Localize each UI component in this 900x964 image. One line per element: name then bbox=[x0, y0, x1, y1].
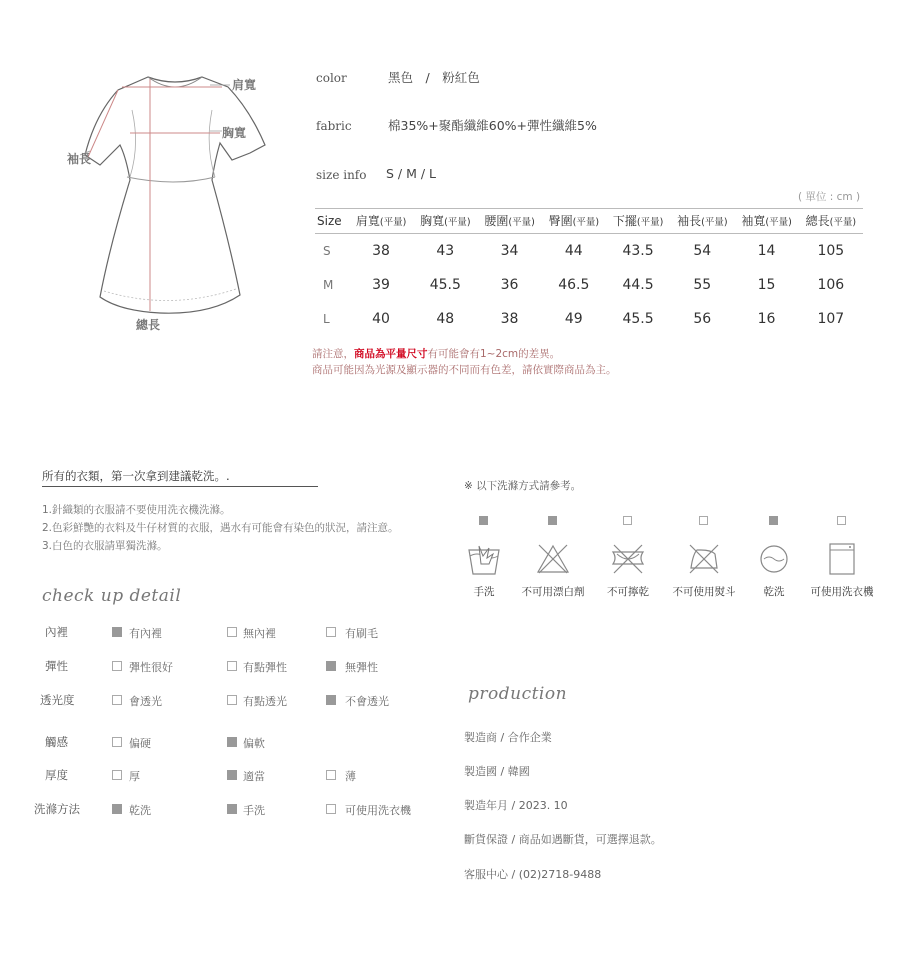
wash-icon-label: 乾洗 bbox=[763, 586, 785, 598]
dress-diagram bbox=[60, 65, 275, 325]
size-row bbox=[315, 268, 863, 302]
checkbox[interactable] bbox=[112, 695, 122, 705]
check-option-label: 手洗 bbox=[243, 804, 265, 817]
production-line: 製造商 / 合作企業 bbox=[464, 731, 552, 744]
wash-heading: 所有的衣類，第一次拿到建議乾洗。. bbox=[42, 468, 318, 487]
header-col: 袖寬(平量) bbox=[734, 209, 798, 234]
wash-checkbox[interactable] bbox=[837, 516, 846, 525]
wash-icon-label: 手洗 bbox=[473, 586, 495, 598]
color-key: color bbox=[316, 71, 347, 85]
check-row-label: 透光度 bbox=[40, 693, 75, 707]
no-wring-icon bbox=[611, 542, 645, 576]
size-table bbox=[315, 208, 863, 336]
checkbox[interactable] bbox=[326, 770, 336, 780]
fabric-key: fabric bbox=[316, 119, 352, 133]
unit-note: ( 單位 : cm ) bbox=[798, 191, 861, 203]
total-length-label: 總長 bbox=[136, 318, 161, 332]
check-row-label: 洗滌方法 bbox=[34, 802, 80, 816]
hand-wash-icon bbox=[467, 542, 501, 576]
checkbox[interactable] bbox=[326, 804, 336, 814]
wash-icons-note: ※ 以下洗滌方式請參考。 bbox=[464, 480, 582, 492]
size-row bbox=[315, 302, 863, 336]
sleeve-length-label: 袖長 bbox=[67, 152, 92, 166]
check-option-label: 適當 bbox=[243, 770, 265, 783]
checkbox[interactable] bbox=[227, 627, 237, 637]
measurement-cell: 44 bbox=[564, 243, 583, 259]
header-col: 臀圍(平量) bbox=[542, 209, 606, 234]
production-line: 斷貨保證 / 商品如遇斷貨，可選擇退款。 bbox=[464, 833, 662, 846]
color-value: 黑色 / 粉紅色 bbox=[388, 70, 480, 85]
measurement-cell: 107 bbox=[817, 311, 845, 327]
checkbox[interactable] bbox=[112, 804, 122, 814]
measurement-cell: 36 bbox=[500, 277, 519, 293]
checkbox[interactable] bbox=[112, 770, 122, 780]
no-bleach-icon bbox=[536, 542, 570, 576]
checkbox[interactable] bbox=[112, 627, 122, 637]
measurement-cell: 48 bbox=[436, 311, 455, 327]
wash-checkbox[interactable] bbox=[699, 516, 708, 525]
check-row-label: 內裡 bbox=[45, 625, 68, 639]
check-row-label: 厚度 bbox=[45, 768, 68, 782]
measurement-cell: 105 bbox=[817, 243, 845, 259]
check-option-label: 會透光 bbox=[129, 695, 162, 708]
header-col: 胸寬(平量) bbox=[413, 209, 477, 234]
checkbox[interactable] bbox=[227, 804, 237, 814]
measurement-cell: 43.5 bbox=[622, 243, 654, 259]
wash-note-line: 3.白色的衣服請單獨洗滌。 bbox=[42, 540, 168, 552]
checkbox[interactable] bbox=[112, 737, 122, 747]
checkbox[interactable] bbox=[227, 737, 237, 747]
measurement-cell: 40 bbox=[372, 311, 390, 327]
wash-icon-label: 可使用洗衣機 bbox=[810, 586, 874, 598]
measurement-cell: 46.5 bbox=[558, 277, 590, 293]
size-info-key: size info bbox=[316, 168, 367, 182]
measurement-cell: 55 bbox=[693, 277, 712, 293]
measurement-cell: 54 bbox=[693, 243, 712, 259]
checkbox[interactable] bbox=[227, 661, 237, 671]
header-col: 袖長(平量) bbox=[670, 209, 734, 234]
header-size: Size bbox=[315, 209, 349, 234]
check-option-label: 可使用洗衣機 bbox=[345, 804, 411, 817]
chest-width-label: 胸寬 bbox=[222, 126, 247, 140]
header-col: 下擺(平量) bbox=[606, 209, 670, 234]
production-line: 客服中心 / (02)2718-9488 bbox=[464, 868, 602, 881]
wash-checkbox[interactable] bbox=[623, 516, 632, 525]
measurement-cell: 56 bbox=[693, 311, 712, 327]
check-option-label: 有刷毛 bbox=[345, 627, 378, 640]
production-line: 製造國 / 韓國 bbox=[464, 765, 530, 778]
checkbox[interactable] bbox=[326, 661, 336, 671]
check-option-label: 乾洗 bbox=[129, 804, 151, 817]
wash-checkbox[interactable] bbox=[548, 516, 557, 525]
shoulder-width-label: 肩寬 bbox=[232, 78, 257, 92]
check-option-label: 有內裡 bbox=[129, 627, 162, 640]
fabric-value: 棉35%+聚酯纖維60%+彈性纖維5% bbox=[388, 118, 597, 133]
measurement-cell: 39 bbox=[372, 277, 390, 293]
check-option-label: 無彈性 bbox=[345, 661, 378, 674]
checkbox[interactable] bbox=[227, 770, 237, 780]
measurement-cell: 44.5 bbox=[622, 277, 654, 293]
production-line: 製造年月 / 2023. 10 bbox=[464, 799, 568, 812]
size-note: 請注意，商品為平量尺寸有可能會有1~2cm的差異。 bbox=[312, 348, 561, 360]
wash-note-line: 2.色彩鮮艷的衣料及牛仔材質的衣服，遇水有可能會有染色的狀況，請注意。 bbox=[42, 522, 399, 534]
production-title: production bbox=[468, 684, 568, 704]
wash-note-line: 1.針織類的衣服請不要使用洗衣機洗滌。 bbox=[42, 504, 231, 516]
check-row-label: 彈性 bbox=[45, 659, 68, 673]
wash-checkbox[interactable] bbox=[479, 516, 488, 525]
checkbox[interactable] bbox=[326, 695, 336, 705]
size-cell: S bbox=[323, 244, 331, 258]
color-note: 商品可能因為光源及顯示器的不同而有色差，請依實際商品為主。 bbox=[312, 364, 617, 376]
measurement-cell: 49 bbox=[564, 311, 583, 327]
header-col: 腰圍(平量) bbox=[477, 209, 541, 234]
dry-clean-icon bbox=[757, 542, 791, 576]
size-table-header bbox=[315, 209, 863, 234]
size-cell: L bbox=[323, 312, 330, 326]
size-info-value: S / M / L bbox=[386, 166, 436, 181]
size-cell: M bbox=[323, 278, 334, 292]
wash-checkbox[interactable] bbox=[769, 516, 778, 525]
measurement-cell: 15 bbox=[757, 277, 776, 293]
washing-machine-icon bbox=[825, 542, 859, 576]
check-option-label: 偏硬 bbox=[129, 737, 151, 750]
wash-icon-label: 不可用漂白劑 bbox=[521, 586, 585, 598]
checkbox[interactable] bbox=[326, 627, 336, 637]
checkbox[interactable] bbox=[227, 695, 237, 705]
check-option-label: 厚 bbox=[129, 770, 140, 783]
measurement-cell: 38 bbox=[500, 311, 519, 327]
checkbox[interactable] bbox=[112, 661, 122, 671]
check-option-label: 薄 bbox=[345, 770, 356, 783]
check-option-label: 不會透光 bbox=[345, 695, 389, 708]
header-col: 總長(平量) bbox=[799, 209, 863, 234]
header-col: 肩寬(平量) bbox=[349, 209, 413, 234]
size-row bbox=[315, 234, 863, 269]
no-iron-icon bbox=[687, 542, 721, 576]
measurement-cell: 43 bbox=[436, 243, 455, 259]
check-option-label: 無內裡 bbox=[243, 627, 276, 640]
measurement-cell: 106 bbox=[817, 277, 845, 293]
wash-icon-label: 不可擰乾 bbox=[607, 586, 649, 598]
check-option-label: 有點透光 bbox=[243, 695, 287, 708]
check-option-label: 偏軟 bbox=[243, 737, 265, 750]
check-row-label: 觸感 bbox=[45, 735, 68, 749]
measurement-cell: 45.5 bbox=[622, 311, 654, 327]
check-option-label: 有點彈性 bbox=[243, 661, 287, 674]
check-option-label: 彈性很好 bbox=[129, 661, 173, 674]
measurement-cell: 14 bbox=[757, 243, 776, 259]
wash-icon-label: 不可使用熨斗 bbox=[672, 586, 736, 598]
check-detail-title: check up detail bbox=[42, 586, 182, 606]
measurement-cell: 45.5 bbox=[429, 277, 461, 293]
measurement-cell: 34 bbox=[500, 243, 519, 259]
measurement-cell: 16 bbox=[757, 311, 776, 327]
measurement-cell: 38 bbox=[372, 243, 390, 259]
